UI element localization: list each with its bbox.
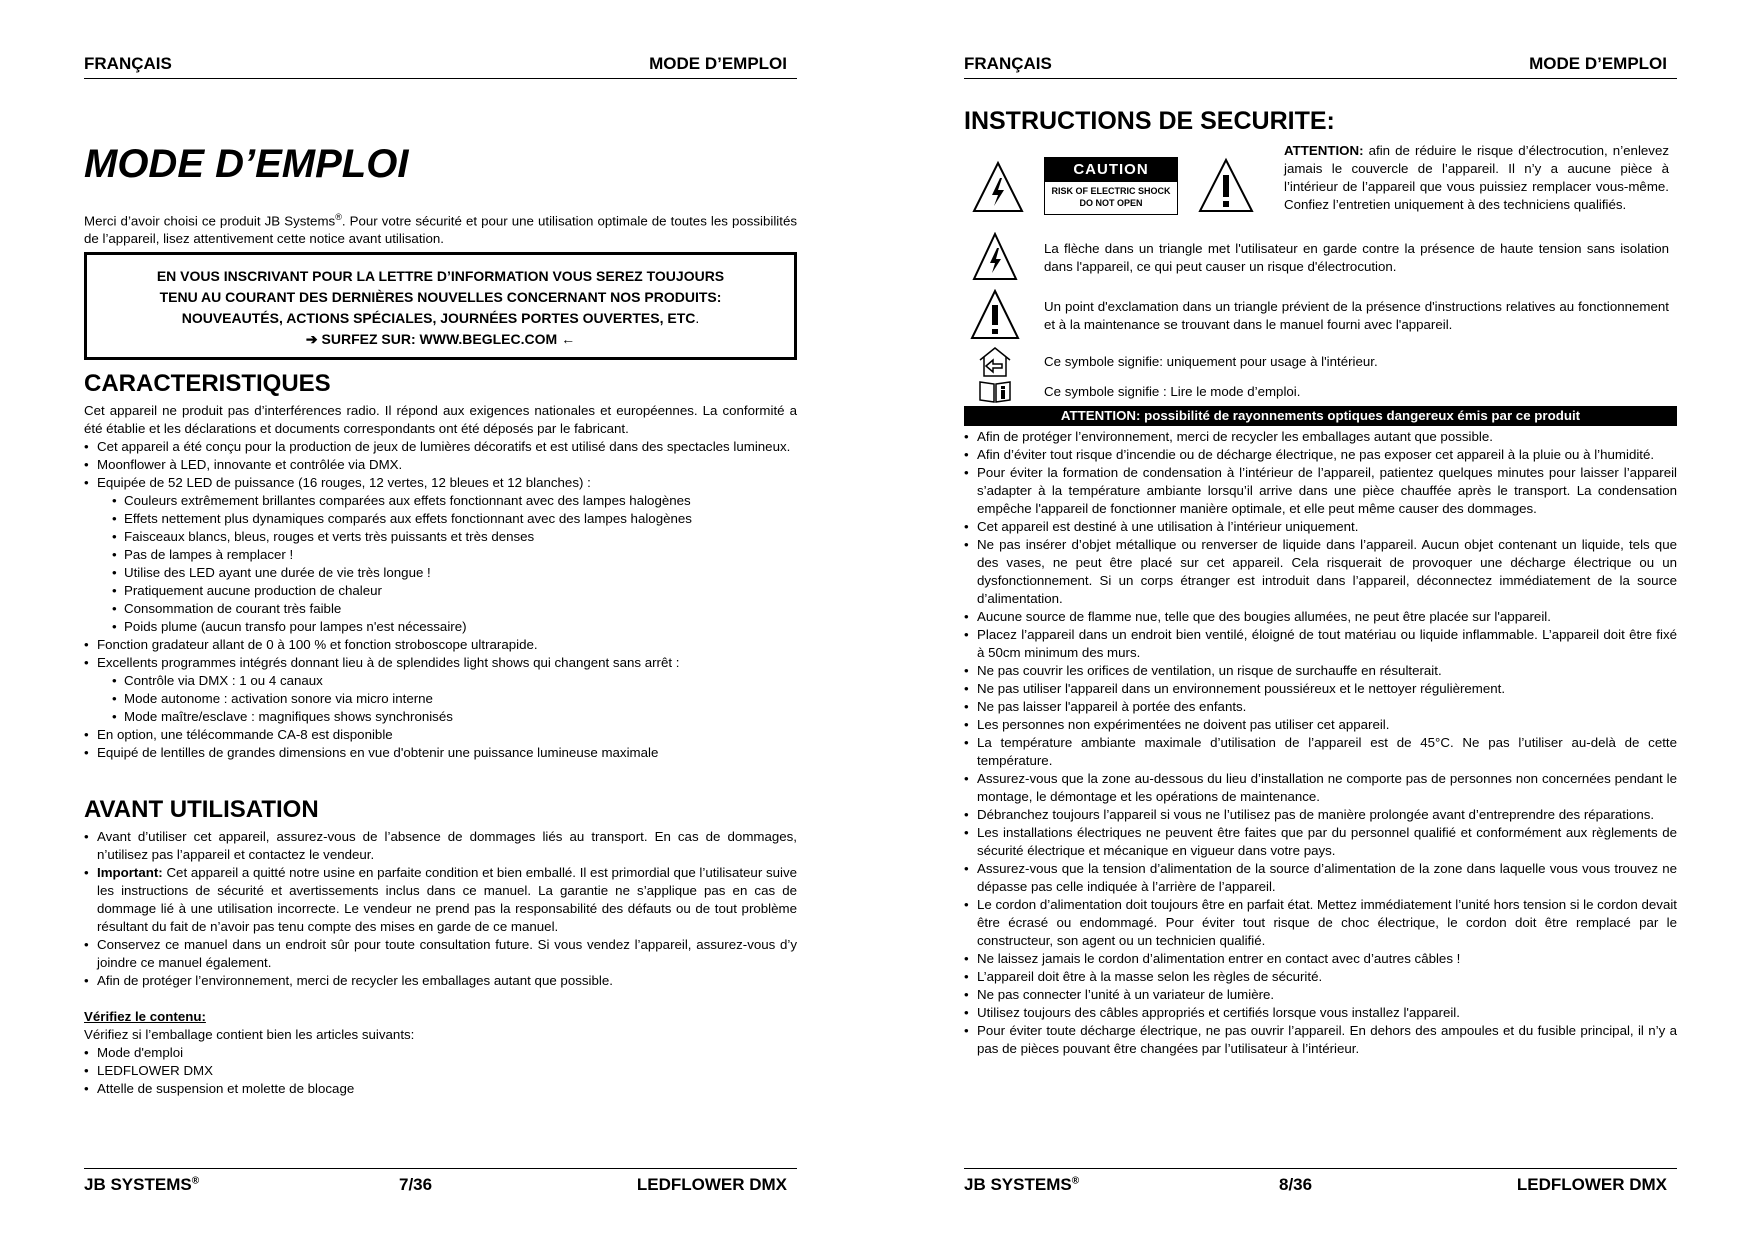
- right-page: [964, 0, 1677, 1240]
- caution-line: DO NOT OPEN: [1079, 198, 1143, 208]
- exclamation-warning-icon: [1198, 157, 1254, 214]
- footer-brand: [84, 1175, 199, 1195]
- safety-list: [964, 428, 1677, 1058]
- list-item: • Les installations électriques ne peuvent être faites que par du personnel qualifié et conformément aux règlements de sécurité électrique et mécanique en vigueur dans votre pays.: [964, 824, 1677, 860]
- manual-description: Ce symbole signifie : Lire le mode d’emploi.: [1044, 384, 1301, 399]
- list-item: • Débranchez toujours l’appareil si vous ne l’utilisez pas de manière prolongée avant d’entreprendre des réparations.: [964, 806, 1677, 824]
- left-page: [84, 0, 797, 1240]
- list-item: • Ne pas couvrir les orifices de ventilation, un risque de surchauffe en résulterait.: [964, 662, 1677, 680]
- caution-line: RISK OF ELECTRIC SHOCK: [1051, 186, 1171, 196]
- check-list: [84, 1044, 797, 1098]
- footer-brand: [964, 1175, 1079, 1195]
- list-item: • Pas de lampes à remplacer !: [84, 546, 797, 564]
- list-item: [84, 864, 797, 936]
- footer-brand-text: JB SYSTEMS: [964, 1175, 1072, 1194]
- lightning-symbol-icon: [972, 232, 1018, 282]
- indoor-description: Ce symbole signifie: uniquement pour usage à l'intérieur.: [1044, 354, 1378, 369]
- list-item: • Pratiquement aucune production de chaleur: [84, 582, 797, 600]
- list-item: • LEDFLOWER DMX: [84, 1062, 797, 1080]
- list-item: • Fonction gradateur allant de 0 à 100 % et fonction stroboscope ultrarapide.: [84, 636, 797, 654]
- intro-text-b: . Pour votre sécurité et pour une utilisation optimale de toutes les possibilités de l’appareil, lisez attentivement cette notice avant utilisation.: [84, 213, 797, 247]
- list-item: • Afin de protéger l’environnement, merci de recycler les emballages autant que possible.: [84, 972, 797, 990]
- list-item: • Effets nettement plus dynamiques comparés aux effets fonctionnant avec des lampes halogènes: [84, 510, 797, 528]
- caution-title: CAUTION: [1045, 158, 1177, 182]
- attention-label: ATTENTION:: [1284, 143, 1364, 158]
- before-use-list: [84, 828, 797, 990]
- list-item: • Avant d’utiliser cet appareil, assurez-vous de l’absence de dommages liés au transport. En cas de dommages, n’utilisez pas l’appareil et contactez le vendeur.: [84, 828, 797, 864]
- list-item: • Afin de protéger l’environnement, merci de recycler les emballages autant que possible.: [964, 428, 1677, 446]
- features-section: [84, 402, 797, 762]
- before-use-section: [84, 828, 797, 1098]
- list-item: • Les personnes non expérimentées ne doivent pas utiliser cet appareil.: [964, 716, 1677, 734]
- list-item: • Cet appareil a été conçu pour la production de jeux de lumières décoratifs et est utilisé dans des spectacles lumineux.: [84, 438, 797, 456]
- header-language: FRANÇAIS: [84, 54, 172, 73]
- safety-title: INSTRUCTIONS DE SECURITE:: [964, 107, 1335, 135]
- footer-registered: ®: [191, 1175, 200, 1187]
- list-item: • Excellents programmes intégrés donnant lieu à de splendides light shows qui changent sans arrêt :: [84, 654, 797, 672]
- header-language: FRANÇAIS: [964, 54, 1052, 73]
- newsletter-line: EN VOUS INSCRIVANT POUR LA LETTRE D’INFORMATION VOUS SEREZ TOUJOURS: [156, 268, 725, 284]
- check-intro: Vérifiez si l’emballage contient bien les articles suivants:: [84, 1027, 415, 1042]
- list-item: • Equipé de lentilles de grandes dimensions en vue d'obtenir une puissance lumineuse maximale: [84, 744, 797, 762]
- read-manual-icon: [978, 378, 1012, 404]
- footer-model: LEDFLOWER DMX: [1516, 1175, 1667, 1194]
- list-item: • Afin d’éviter tout risque d’incendie ou de décharge électrique, ne pas exposer cet appareil à la pluie ou à l’humidité.: [964, 446, 1677, 464]
- list-item: • Faisceaux blancs, bleus, rouges et verts très puissants et très denses: [84, 528, 797, 546]
- newsletter-line-end: .: [695, 310, 700, 326]
- list-item: • Moonflower à LED, innovante et contrôlée via DMX.: [84, 456, 797, 474]
- list-item: • Mode autonome : activation sonore via micro interne: [84, 690, 797, 708]
- caution-subtitle: [1045, 182, 1177, 209]
- caution-label: [1044, 157, 1178, 215]
- list-item: • En option, une télécommande CA-8 est disponible: [84, 726, 797, 744]
- newsletter-line: TENU AU COURANT DES DERNIÈRES NOUVELLES CONCERNANT NOS PRODUITS:: [159, 289, 722, 305]
- list-item: • Poids plume (aucun transfo pour lampes n'est nécessaire): [84, 618, 797, 636]
- footer-model: LEDFLOWER DMX: [636, 1175, 787, 1194]
- list-item: • Conservez ce manuel dans un endroit sûr pour toute consultation future. Si vous vendez l’appareil, assurez-vous d’y joindre ce manuel également.: [84, 936, 797, 972]
- page-footer: [964, 1168, 1677, 1205]
- registered-mark: ®: [335, 212, 342, 222]
- list-item: • Cet appareil est destiné à une utilisation à l’intérieur uniquement.: [964, 518, 1677, 536]
- exclamation-description: Un point d'exclamation dans un triangle prévient de la présence d'instructions relatives au fonctionnement et à la maintenance se trouvant dans le manuel fourni avec l'appareil.: [1044, 299, 1669, 332]
- list-item: • Aucune source de flamme nue, telle que des bougies allumées, ne peut être placée sur l'appareil.: [964, 608, 1677, 626]
- header-section: MODE D’EMPLOI: [649, 54, 787, 73]
- features-intro: Cet appareil ne produit pas d’interférences radio. Il répond aux exigences nationales et européennes. La conformité a été établie et les déclarations et documents correspondants ont été déposés par le fabricant.: [84, 403, 797, 436]
- page-number: 8/36: [1279, 1175, 1313, 1194]
- page-title: MODE D’EMPLOI: [84, 142, 409, 186]
- list-item: • Ne pas insérer d’objet métallique ou renverser de liquide dans l’appareil. Aucun objet contenant un liquide, tels que des vases, ne peut être placé sur cet appareil. Cela risquerait de provoquer une décharge électrique ou un dysfonctionnement. Si un corps étranger est introduit dans l’appareil, déconnectez immédiatement de la source d’alimentation.: [964, 536, 1677, 608]
- list-item: • Mode maître/esclave : magnifiques shows synchronisés: [84, 708, 797, 726]
- features-sublist: [84, 672, 797, 726]
- attention-text: afin de réduire le risque d’électrocution, n’enlevez jamais le couvercle de l’appareil. Il n’y a aucune pièce à l’intérieur de l’appareil que vous puissiez remplacer vous-même. Confiez l’entretien uniquement à des techniciens qualifiés.: [1284, 143, 1669, 212]
- intro-paragraph: [84, 208, 797, 248]
- optical-warning-bar: ATTENTION: possibilité de rayonnements optiques dangereux émis par ce produit: [964, 406, 1677, 426]
- page-footer: [84, 1168, 797, 1205]
- important-label: Important:: [97, 865, 163, 880]
- features-sublist: [84, 492, 797, 636]
- list-item: • L’appareil doit être à la masse selon les règles de sécurité.: [964, 968, 1677, 986]
- intro-text-a: Merci d’avoir choisi ce produit JB Systems: [84, 213, 336, 229]
- list-item: • Utilisez toujours des câbles appropriés et certifiés lorsque vous installez l'appareil.: [964, 1004, 1677, 1022]
- list-item: • Consommation de courant très faible: [84, 600, 797, 618]
- newsletter-line: [87, 308, 794, 329]
- list-item: • Utilise des LED ayant une durée de vie très longue !: [84, 564, 797, 582]
- header-section: MODE D’EMPLOI: [1529, 54, 1667, 73]
- footer-brand-text: JB SYSTEMS: [84, 1175, 192, 1194]
- list-item: • Attelle de suspension et molette de blocage: [84, 1080, 797, 1098]
- before-use-heading: AVANT UTILISATION: [84, 796, 319, 823]
- features-list: [84, 726, 797, 762]
- list-item: • Ne pas utiliser l'appareil dans un environnement poussiéreux et le nettoyer régulièrement.: [964, 680, 1677, 698]
- newsletter-box: [84, 252, 797, 360]
- list-item: • Pour éviter toute décharge électrique, ne pas ouvrir l’appareil. En dehors des ampoules et du fusible principal, il n’y a pas de pièces pouvant être changées par l’utilisateur à l’intérieur.: [964, 1022, 1677, 1058]
- lightning-warning-icon: [972, 160, 1024, 214]
- exclamation-symbol-icon: [970, 289, 1020, 341]
- list-item: • Assurez-vous que la zone au-dessous du lieu d’installation ne comporte pas de personnes non concernées pendant le montage, le démontage et les opérations de maintenance.: [964, 770, 1677, 806]
- features-heading: CARACTERISTIQUES: [84, 370, 331, 397]
- list-item: • Ne laissez jamais le cordon d’alimentation entrer en contact avec d’autres câbles !: [964, 950, 1677, 968]
- page-header: [964, 54, 1677, 79]
- newsletter-link[interactable]: ➔ SURFEZ SUR: WWW.BEGLEC.COM ←: [305, 331, 576, 347]
- list-item: • Assurez-vous que la tension d’alimentation de la source d’alimentation de la zone dans laquelle vous vous trouvez ne dépasse pas celle indiquée à l’arrière de l’appareil.: [964, 860, 1677, 896]
- indoor-use-icon: [978, 346, 1012, 378]
- newsletter-line-text: NOUVEAUTÉS, ACTIONS SPÉCIALES, JOURNÉES PORTES OUVERTES, ETC: [181, 310, 696, 326]
- page-number: 7/36: [399, 1175, 433, 1194]
- list-item: • Pour éviter la formation de condensation à l’intérieur de l’appareil, patientez quelques minutes pour laisser l’appareil s’adapter à la température ambiante lorsqu’il arrive dans une pièce chauffée après le transport. La condensation empêche l'appareil de fonctionner manière optimale, et elle peut même causer des dommages.: [964, 464, 1677, 518]
- list-item: • La température ambiante maximale d’utilisation de l’appareil est de 45°C. Ne pas l’utiliser au-delà de cette température.: [964, 734, 1677, 770]
- important-text: Cet appareil a quitté notre usine en parfaite condition et bien emballé. Il est primordial que l’utilisateur suive les instructions de sécurité et avertissements inclus dans ce manuel. La garantie ne s’applique pas en cas de dommage lié à une utilisation incorrecte. Le vendeur ne prend pas la responsabilité des défauts ou de tout problème résultant du fait de n’avoir pas tenu compte des mises en garde de ce manuel.: [97, 865, 797, 934]
- list-item: • Placez l’appareil dans un endroit bien ventilé, éloigné de tout matériau ou liquide inflammable. L’appareil doit être fixé à 50cm minimum des murs.: [964, 626, 1677, 662]
- list-item: • Ne pas connecter l’unité à un variateur de lumière.: [964, 986, 1677, 1004]
- list-item: • Equipée de 52 LED de puissance (16 rouges, 12 vertes, 12 bleues et 12 blanches) :: [84, 474, 797, 492]
- safety-section: [964, 428, 1677, 1058]
- page-header: [84, 54, 797, 79]
- list-item: • Contrôle via DMX : 1 ou 4 canaux: [84, 672, 797, 690]
- lightning-description: La flèche dans un triangle met l'utilisateur en garde contre la présence de haute tension sans isolation dans l'appareil, ce qui peut causer un risque d'électrocution.: [1044, 241, 1669, 274]
- footer-registered: ®: [1071, 1175, 1080, 1187]
- check-heading: Vérifiez le contenu:: [84, 1009, 206, 1024]
- list-item: • Mode d'emploi: [84, 1044, 797, 1062]
- list-item: • Ne pas laisser l'appareil à portée des enfants.: [964, 698, 1677, 716]
- list-item: • Le cordon d’alimentation doit toujours être en parfait état. Mettez immédiatement l’unité hors tension si le cordon devait être écrasé ou endommagé. Pour éviter tout risque de choc électrique, le cordon doit être remplacé par le constructeur, son agent ou un technicien qualifié.: [964, 896, 1677, 950]
- list-item: • Couleurs extrêmement brillantes comparées aux effets fonctionnant avec des lampes halogènes: [84, 492, 797, 510]
- features-list: [84, 438, 797, 492]
- features-list: [84, 636, 797, 672]
- attention-paragraph: [1284, 142, 1669, 214]
